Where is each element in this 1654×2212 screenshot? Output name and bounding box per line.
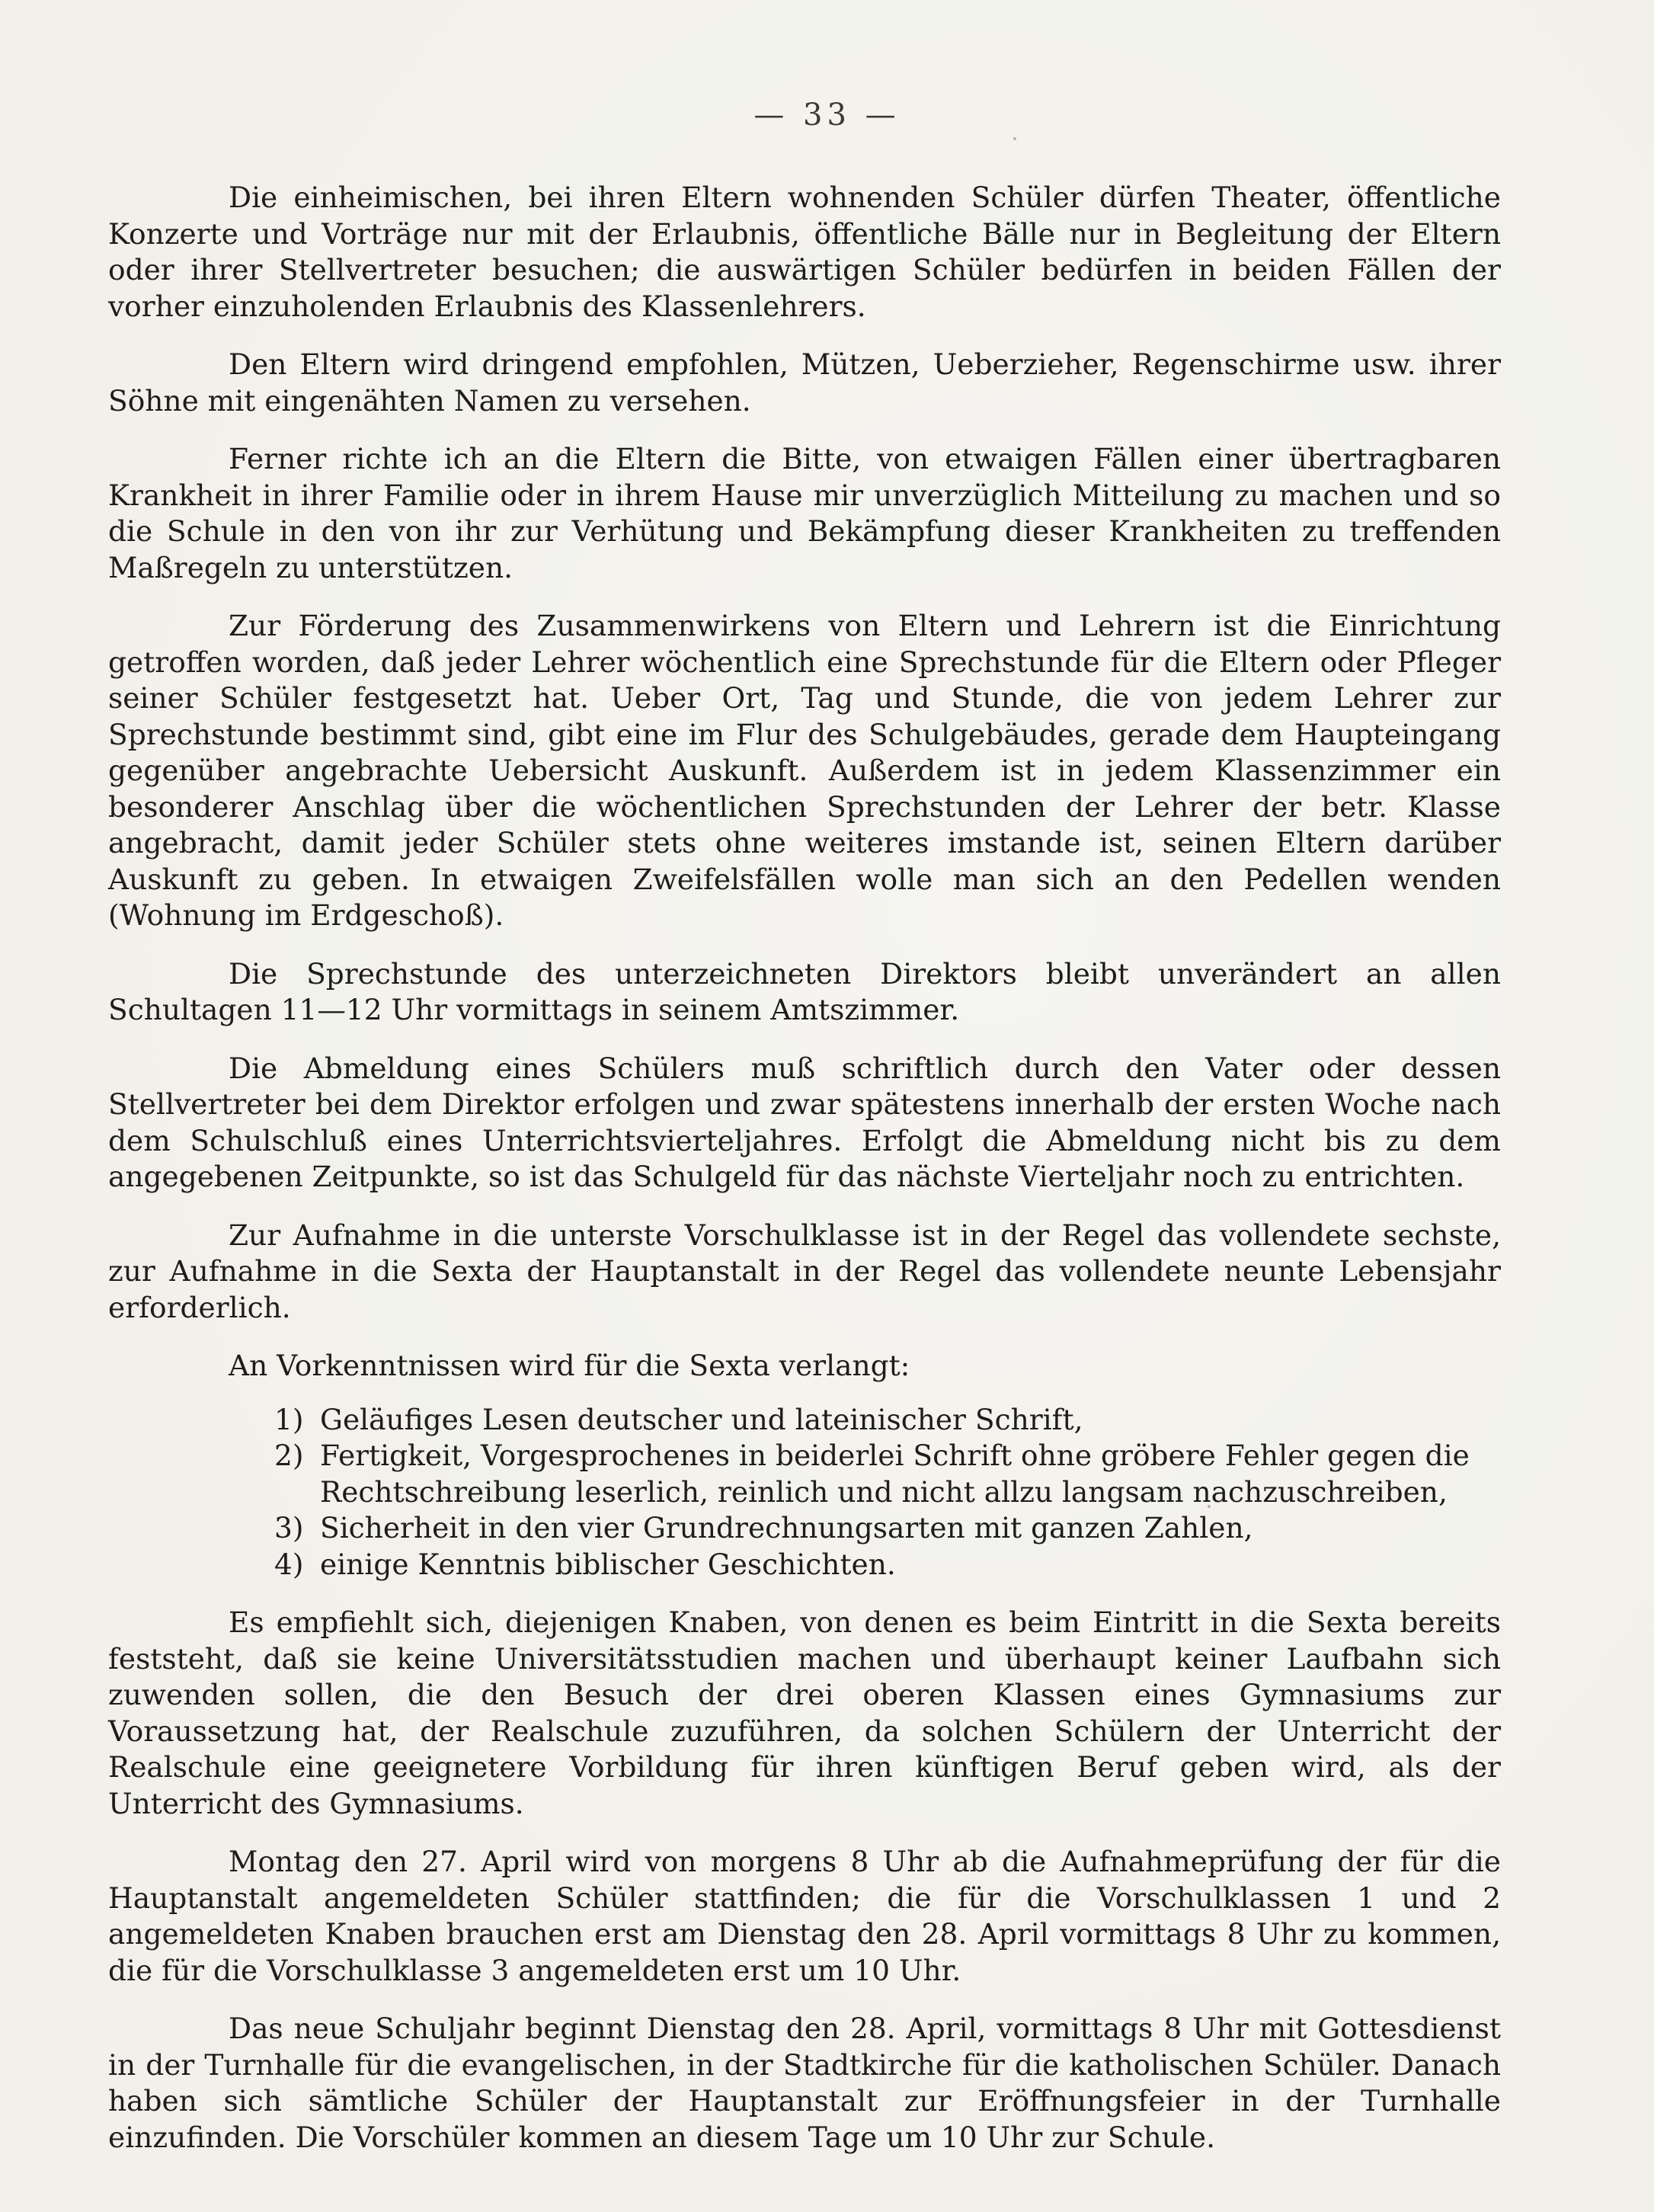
list-item — [108, 1402, 1501, 1439]
paper-speck — [1013, 137, 1016, 140]
paragraph-consultation-hours: Zur Förderung des Zusammenwirkens von Eltern und Lehrern ist die Einrichtung getroffen worden, daß jeder Lehrer wöchentlich eine Sprechstunde für die Eltern oder Pfleger seiner Schüler festgesetzt hat. Ueber Ort, Tag und Stunde, die von jedem Lehrer zur Sprechstunde bestimmt sind, gibt eine im Flur des Schulgebäudes, gerade dem Haupteingang gegenüber angebrachte Uebersicht Auskunft. Außerdem ist in jedem Klassenzimmer ein besonderer Anschlag über die wöchentlichen Sprechstunden der Lehrer der betr. Klasse angebracht, damit jeder Schüler stets ohne weiteres imstande ist, seinen Eltern darüber Auskunft zu geben. In etwaigen Zweifelsfällen wolle man sich an den Pedellen wenden (Wohnung im Erdgeschoß). — [108, 609, 1501, 932]
body-text — [108, 180, 1501, 2178]
paragraph-theater-rules: Die einheimischen, bei ihren Eltern wohnenden Schüler dürfen Theater, öffentliche Konzerte und Vorträge nur mit der Erlaubnis, öffentliche Bälle nur in Begleitung der Eltern oder ihrer Stellvertreter besuchen; die auswärtigen Schüler bedürfen in beiden Fällen der vorher einzuholenden Erlaubnis des Klassenlehrers. — [108, 181, 1501, 323]
paragraph-prerequisites-intro: An Vorkenntnissen wird für die Sexta verlangt: — [229, 1349, 910, 1382]
paragraph-admission-age: Zur Aufnahme in die unterste Vorschulklasse ist in der Regel das vollendete sechste, zur Aufnahme in die Sexta der Hauptanstalt in der Regel das vollendete neunte Lebensjahr erforderlich. — [108, 1218, 1501, 1324]
list-item-number: 1) — [274, 1402, 304, 1436]
paragraph-school-year-start: Das neue Schuljahr beginnt Dienstag den 28. April, vormittags 8 Uhr mit Gottesdienst in der Turnhalle für die evangelischen, in der Stadtkirche für die katholischen Schüler. Danach haben sich sämtliche Schüler der Hauptanstalt zur Eröffnungsfeier in der Turnhalle einzufinden. Die Vorschüler kommen an diesem Tage um 10 Uhr zur Schule. — [108, 2012, 1501, 2154]
list-item — [108, 1510, 1501, 1547]
list-item-number: 3) — [274, 1511, 304, 1545]
paragraph-name-labels: Den Eltern wird dringend empfohlen, Mützen, Ueberzieher, Regenschirme usw. ihrer Söhne mit eingenähten Namen zu versehen. — [108, 347, 1501, 418]
paper-speck — [288, 2074, 291, 2077]
page-number: — 33 — — [753, 98, 901, 133]
paragraph-realschule-advice: Es empfiehlt sich, diejenigen Knaben, von denen es beim Eintritt in die Sexta bereits feststeht, daß sie keine Universitätsstudien machen und überhaupt keiner Laufbahn sich zuwenden sollen, die den Besuch der drei oberen Klassen eines Gymnasiums zur Voraussetzung hat, der Realschule zuzuführen, da solchen Schülern der Unterricht der Realschule eine geeignetere Vorbildung für ihren künftigen Beruf geben wird, als der Unterricht des Gymnasiums. — [108, 1605, 1501, 1820]
paragraph-illness-notice: Ferner richte ich an die Eltern die Bitte, von etwaigen Fällen einer übertragbaren Krankheit in ihrer Familie oder in ihrem Hause mir unverzüglich Mitteilung zu machen und so die Schule in den von ihr zur Verhütung und Bekämpfung dieser Krankheiten zu treffenden Maßregeln zu unterstützen. — [108, 442, 1501, 584]
list-item — [108, 1438, 1501, 1510]
list-item-number: 2) — [274, 1439, 304, 1472]
list-item-text: Sicherheit in den vier Grundrechnungsarten mit ganzen Zahlen, — [320, 1511, 1253, 1545]
list-item-text: einige Kenntnis biblischer Geschichten. — [320, 1547, 896, 1581]
list-item-text: Fertigkeit, Vorgesprochenes in beiderlei Schrift ohne gröbere Fehler gegen die Rechtschreibung leserlich, reinlich und nicht allzu langsam nachzuschreiben, — [320, 1439, 1470, 1509]
paragraph-entrance-exam: Montag den 27. April wird von morgens 8 Uhr ab die Aufnahmeprüfung der für die Hauptanstalt angemeldeten Schüler stattfinden; die für die Vorschulklassen 1 und 2 angemeldeten Knaben brauchen erst am Dienstag den 28. April vormittags 8 Uhr zu kommen, die für die Vorschulklasse 3 angemeldeten erst um 10 Uhr. — [108, 1845, 1501, 1987]
paragraph-director-hours: Die Sprechstunde des unterzeichneten Direktors bleibt unverändert an allen Schultagen 11—12 Uhr vormittags in seinem Amtszimmer. — [108, 956, 1501, 1026]
list-item-text: Geläufiges Lesen deutscher und lateinischer Schrift, — [320, 1402, 1083, 1436]
requirements-list — [108, 1402, 1501, 1583]
paper-speck — [1208, 1505, 1211, 1508]
list-item — [108, 1547, 1501, 1583]
paragraph-deregistration: Die Abmeldung eines Schülers muß schriftlich durch den Vater oder dessen Stellvertreter bei dem Direktor erfolgen und zwar spätestens innerhalb der ersten Woche nach dem Schulschluß eines Unterrichtsvierteljahres. Erfolgt die Abmeldung nicht bis zu dem angegebenen Zeitpunkte, so ist das Schulgeld für das nächste Vierteljahr noch zu entrichten. — [108, 1051, 1501, 1193]
list-item-number: 4) — [274, 1547, 304, 1581]
